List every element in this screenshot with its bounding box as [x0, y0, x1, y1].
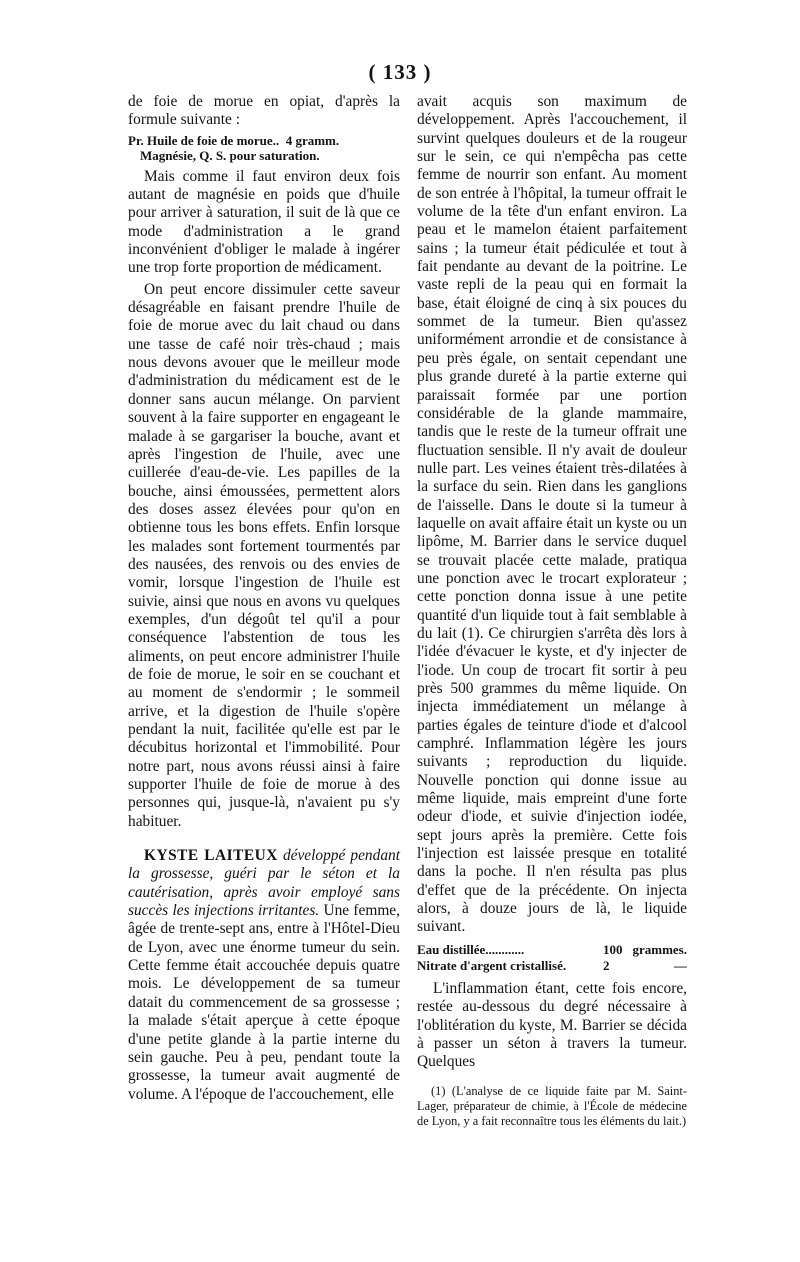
- right-column: [417, 93, 687, 1129]
- solution-row-1: [417, 942, 687, 958]
- prescription-line-2: Magnésie, Q. S. pour saturation.: [140, 148, 320, 164]
- footnote: [417, 1084, 687, 1129]
- prescription-formula: [128, 133, 400, 164]
- paragraph-case-description: avait acquis son maximum de développement. Après l'accouchement, il survint quelques douleurs et de la rougeur sur le sein, ce qui n'empêcha pas cette femme de nourrir son enfant. Au moment de son entrée à l'hôpital, la tumeur offrait le volume de la tête d'un enfant environ. La peau et le mamelon étaient parfaitement sains ; la tumeur était pédiculée et tout à fait pendante au devant de la poitrine. Le vaste repli de la peau qui en formait la base, était éloigné de cinq à six pouces du sommet de la tumeur. Bien qu'assez uniformément arrondie et de consistance à peu près égale, on sentait cependant une plus grande dureté à la partie externe qui paraissait formée par une portion considérable de la glande mammaire, tandis que le reste de la tumeur offrait une fluctuation sensible. Il n'y avait de douleur nulle part. Les veines étaient très-dilatées à la surface du sein. Rien dans les ganglions de l'aisselle. Dans le doute si la tumeur à laquelle on avait affaire était un kyste ou un lipôme, M. Barrier dans le service duquel se trouvait placée cette malade, pratiqua une ponction avec le trocart explorateur ; cette ponction donna issue à une petite quantité d'un liquide tout à fait semblable à du lait (1). Ce chirurgien s'arrêta dès lors à l'idée d'évacuer le kyste, et d'y injecter de l'iode. Un coup de trocart fit sortir à peu près 500 grammes du même liquide. On injecta immédiatement un mélange à parties égales de teinture d'iode et d'alcool camphré. Inflammation légère les jours suivants ; reproduction du liquide. Nouvelle ponction qui donne issue au même liquide, mais empreint d'une forte odeur d'iode, et suivie d'injection iodée, sept jours après la première. Cette fois l'injection est laissée presque en totalité dans la poche. Il n'en résulta pas plus d'effet que de la précédente. On injecta alors, à douze jours de là, le liquide suivant.: [417, 93, 687, 936]
- section-title: développé pendant la grossesse, guéri par le séton et la cautérisation, après avoir employé sans succès les injections irritantes.: [128, 847, 400, 920]
- left-column: [128, 93, 400, 1104]
- solution-row-2: [417, 958, 687, 974]
- section-text: Une femme, âgée de trente-sept ans, entre à l'Hôtel-Dieu de Lyon, avec une énorme tumeur du sein. Cette femme était accouchée depuis quatre mois. Le développement de sa tumeur datait du commencement de sa grossesse ; la malade s'était aperçue à cette époque d'une petite glande à la partie interne du sein gauche. Peu à peu, pendant toute la grossesse, la tumeur avait augmenté de volume. A l'époque de l'accouchement, elle: [128, 902, 400, 1103]
- paragraph-inflammation: L'inflammation étant, cette fois encore, restée au-dessous du degré nécessaire à l'oblitération du kyste, M. Barrier se décida à passer un séton à travers la tumeur. Quelques: [417, 979, 687, 1071]
- continuation-text: de foie de morue en opiat, d'après la formule suivante :: [128, 93, 400, 129]
- page-number: ( 133 ): [368, 60, 432, 84]
- prescription-prefix: Pr.: [128, 132, 144, 148]
- prescription-ingredient-1: Huile de foie de morue..: [147, 132, 280, 148]
- solution-ingredient-1: Eau distillée............: [417, 941, 525, 957]
- section-kyste-laiteux: [128, 847, 400, 1104]
- paragraph-magnesia: Mais comme il faut environ deux fois autant de magnésie en poids que d'huile pour arriver à saturation, il suit de là que ce mode d'administration a le grand inconvénient d'obliger le malade à ingérer une trop forte proportion de médicament.: [128, 167, 400, 277]
- paragraph-administration: On peut encore dissimuler cette saveur désagréable en faisant prendre l'huile de foie de morue avec du lait chaud ou dans une tasse de café noir très-chaud ; mais nous devons avouer que le meilleur mode d'administration du médicament est de le donner sans aucun mélange. On parvient souvent à la faire supporter en engageant le malade à se gargariser la bouche, avant et après l'ingestion de l'huile, avec une cuillerée d'eau-de-vie. Les papilles de la bouche, ainsi émoussées, permettent alors des doses assez élevées pour qu'on en obtienne tous les bons effets. Enfin lorsque les malades sont fortement tourmentés par des nausées, des renvois ou des envies de vomir, lorsque l'ingestion de l'huile est suivie, ainsi que nous en avons vu quelques exemples, d'un dégoût tel qu'il a pour conséquence l'abstention de tous les aliments, on peut encore administrer l'huile de foie de morue, le soir en se couchant et au moment de s'endormir ; le sommeil arrive, et la digestion de l'huile s'opère pendant la nuit, facilitée qu'elle est par le décubitus horizontal et l'immobilité. Pour notre part, nous avons réussi ainsi à faire supporter l'huile de foie de morue à des personnes qui, jusque-là, n'avaient pu s'y habituer.: [128, 280, 400, 830]
- solution-unit-1: grammes.: [632, 941, 687, 957]
- solution-formula: [417, 942, 687, 974]
- solution-ingredient-2: Nitrate d'argent cristallisé.: [417, 957, 567, 973]
- section-heading: KYSTE LAITEUX: [144, 847, 278, 865]
- prescription-amount-1: 4 gramm.: [285, 132, 340, 148]
- solution-qty-1: 100: [603, 941, 623, 957]
- prescription-line-1: [128, 133, 400, 149]
- footnote-text: (1) (L'analyse de ce liquide faite par M. Saint-Lager, préparateur de chimie, à l'École de médecine de Lyon, y a fait reconnaître tous les éléments du lait.): [417, 1083, 687, 1128]
- solution-unit-2: —: [674, 957, 687, 973]
- solution-qty-2: 2: [603, 957, 610, 973]
